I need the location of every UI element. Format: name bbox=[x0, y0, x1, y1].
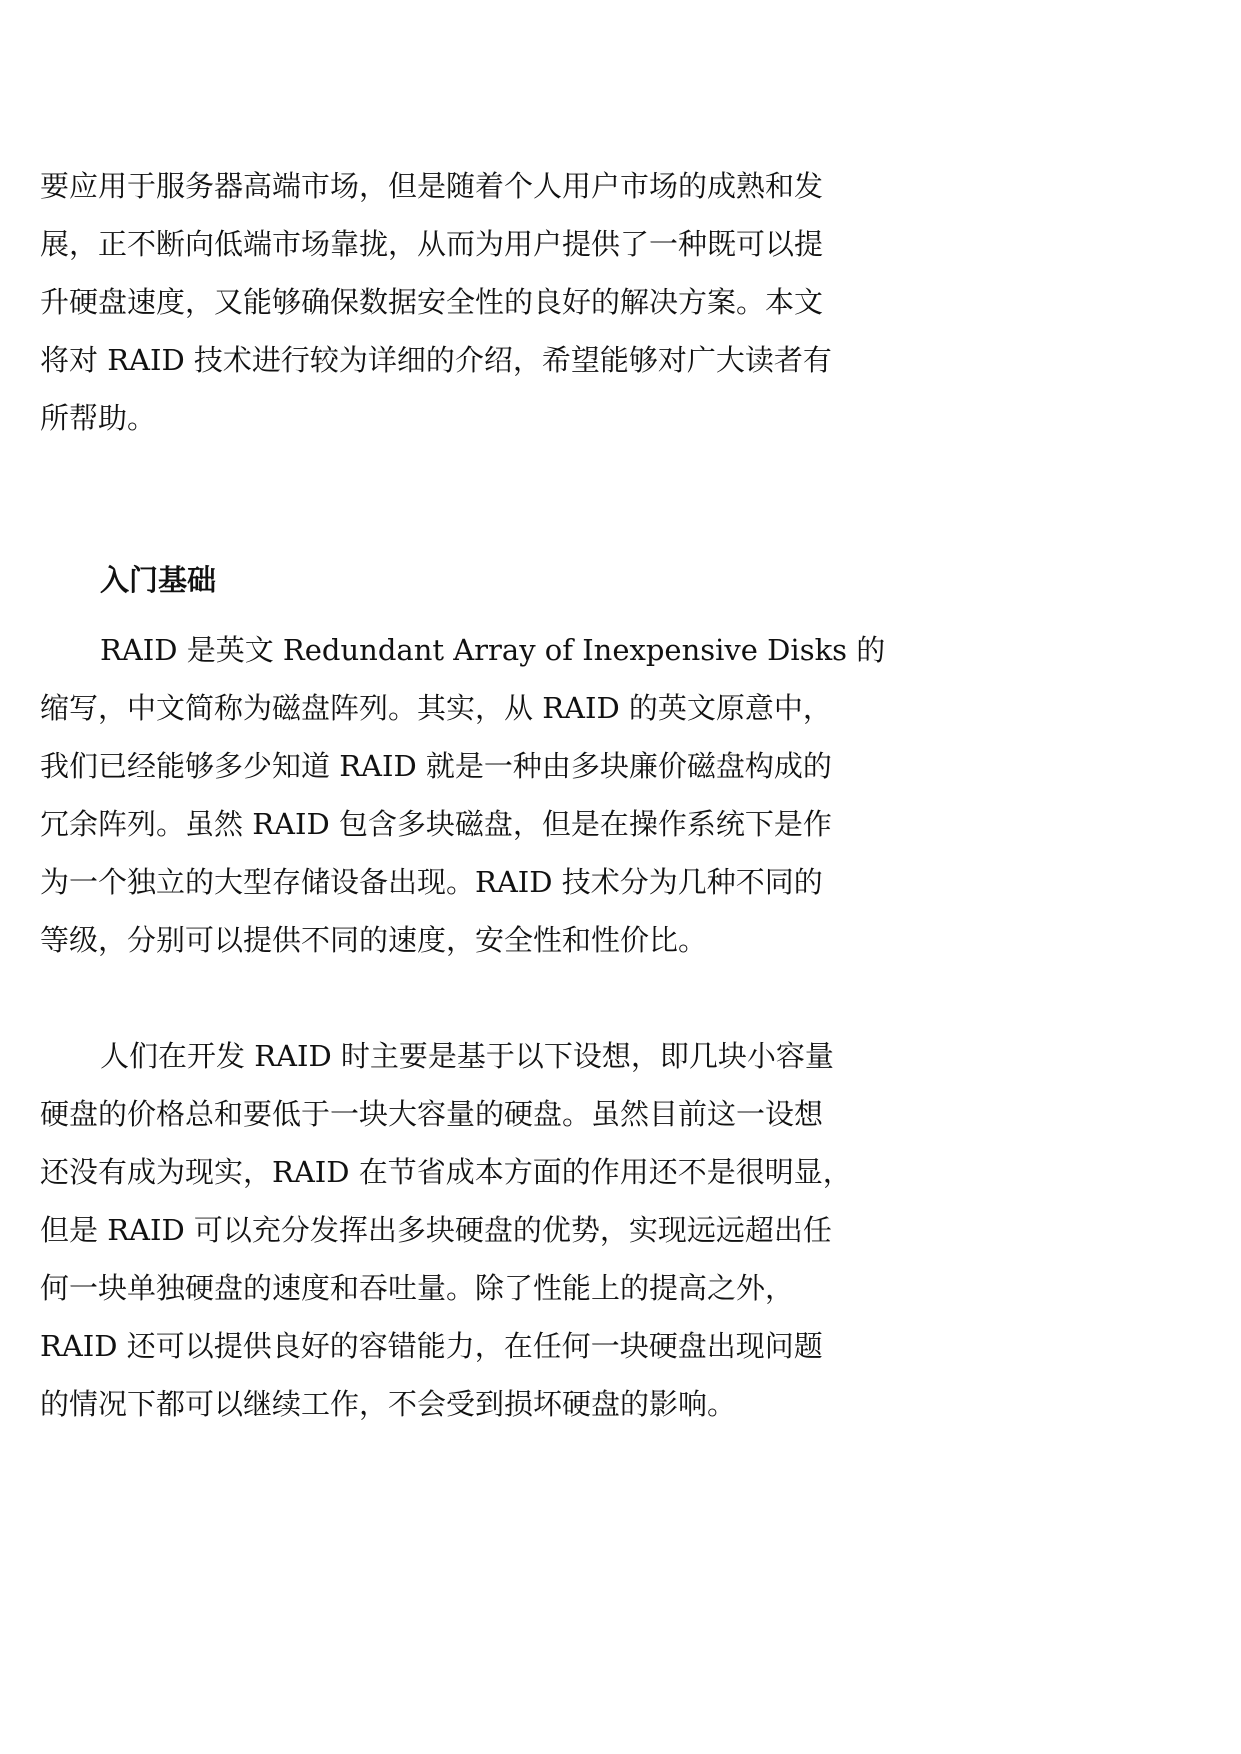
purpose-line-3: 还没有成为现实，RAID 在节省成本方面的作用还不是很明显， bbox=[40, 1155, 852, 1189]
definition-line-4: 冗余阵列。虽然 RAID 包含多块磁盘，但是在操作系统下是作 bbox=[40, 807, 832, 841]
purpose-line-5: 何一块单独硬盘的速度和吞吐量。除了性能上的提高之外， bbox=[40, 1271, 795, 1305]
definition-line-5: 为一个独立的大型存储设备出现。RAID 技术分为几种不同的 bbox=[40, 865, 823, 899]
purpose-line-4: 但是 RAID 可以充分发挥出多块硬盘的优势，实现远远超出任 bbox=[40, 1213, 832, 1247]
definition-line-3: 我们已经能够多少知道 RAID 就是一种由多块廉价磁盘构成的 bbox=[40, 749, 832, 783]
intro-line-5: 所帮助。 bbox=[40, 401, 157, 435]
definition-line-6: 等级，分别可以提供不同的速度，安全性和性价比。 bbox=[40, 923, 708, 957]
intro-line-1: 要应用于服务器高端市场，但是随着个人用户市场的成熟和发 bbox=[40, 169, 824, 203]
intro-line-2: 展，正不断向低端市场靠拢，从而为用户提供了一种既可以提 bbox=[40, 227, 824, 261]
purpose-line-6: RAID 还可以提供良好的容错能力，在任何一块硬盘出现问题 bbox=[40, 1329, 823, 1363]
intro-line-4: 将对 RAID 技术进行较为详细的介绍，希望能够对广大读者有 bbox=[40, 343, 832, 377]
definition-line-1: RAID 是英文 Redundant Array of Inexpensive Disks 的 bbox=[100, 633, 886, 667]
intro-line-3: 升硬盘速度，又能够确保数据安全性的良好的解决方案。本文 bbox=[40, 285, 824, 319]
purpose-line-2: 硬盘的价格总和要低于一块大容量的硬盘。虽然目前这一设想 bbox=[40, 1097, 824, 1131]
purpose-line-1: 人们在开发 RAID 时主要是基于以下设想，即几块小容量 bbox=[100, 1039, 834, 1073]
section-heading: 入门基础 bbox=[100, 563, 217, 597]
purpose-line-7: 的情况下都可以继续工作，不会受到损坏硬盘的影响。 bbox=[40, 1387, 737, 1421]
definition-line-2: 缩写，中文简称为磁盘阵列。其实，从 RAID 的英文原意中， bbox=[40, 691, 832, 725]
